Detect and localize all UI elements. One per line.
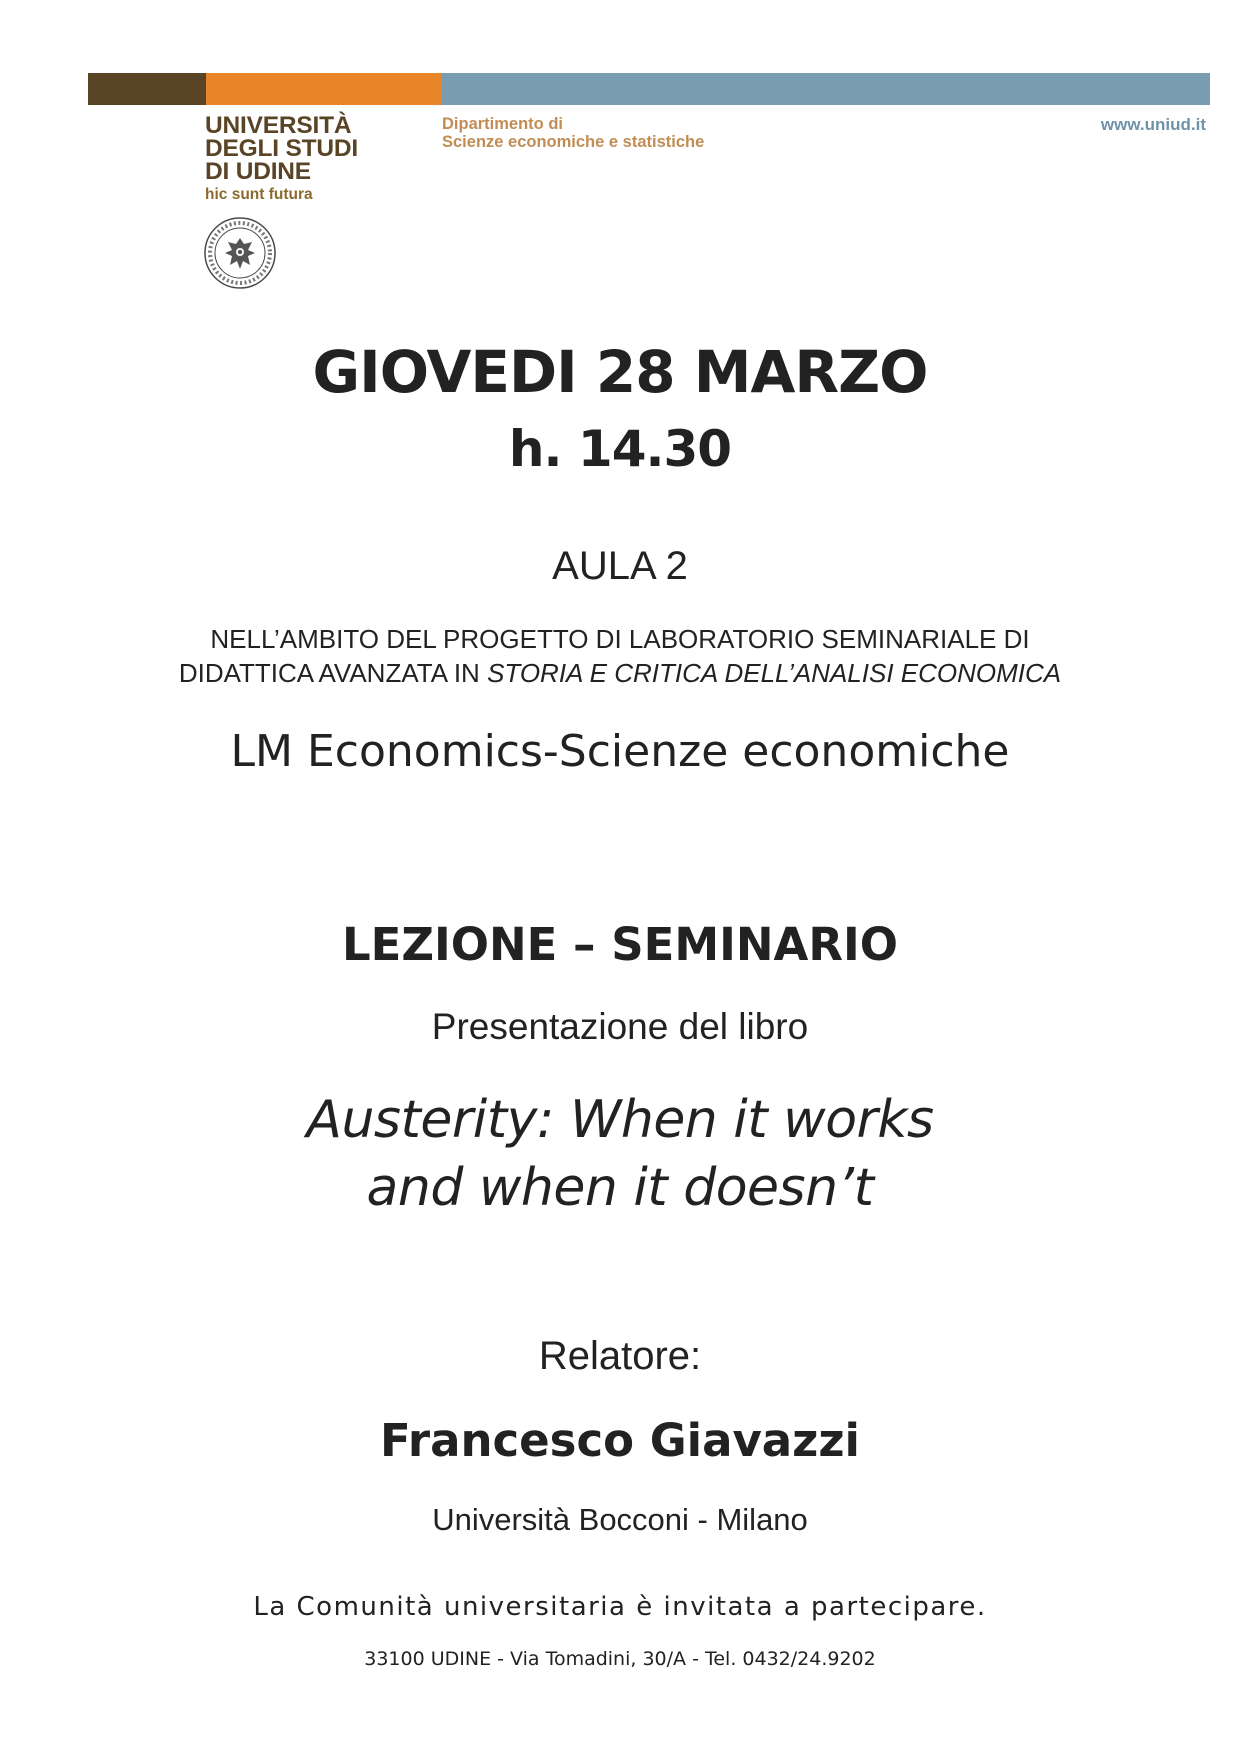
- project-description: [0, 622, 1240, 690]
- university-motto: hic sunt futura: [205, 186, 313, 203]
- speaker-affiliation: Università Bocconi - Milano: [432, 1502, 808, 1537]
- address-footer: 33100 UDINE - Via Tomadini, 30/A - Tel. 0432/24.9202: [364, 1648, 876, 1670]
- project-line-2: [0, 656, 1240, 690]
- university-name-line-1: UNIVERSITÀ: [205, 112, 352, 139]
- event-time: h. 14.30: [508, 420, 732, 478]
- book-title-line-1: Austerity: When it works: [306, 1090, 934, 1150]
- presentation-label: Presentazione del libro: [431, 1006, 809, 1047]
- event-date: GIOVEDI 28 MARZO: [312, 338, 928, 406]
- project-line-1: NELL’AMBITO DEL PROGETTO DI LABORATORIO SEMINARIALE DI: [210, 624, 1030, 654]
- university-name-line-2: DEGLI STUDI: [205, 135, 358, 162]
- book-title: [0, 1086, 1240, 1222]
- department-line-2: Scienze economiche e statistiche: [442, 133, 705, 151]
- invitation-text: La Comunità universitaria è invitata a partecipare.: [253, 1592, 987, 1622]
- university-seal-icon: [203, 216, 277, 290]
- department-name: [442, 115, 704, 151]
- color-band-orange: [206, 73, 442, 105]
- website-link[interactable]: www.uniud.it: [1100, 115, 1206, 134]
- book-title-line-2: and when it doesn’t: [366, 1158, 874, 1218]
- speaker-label: Relatore:: [538, 1334, 702, 1378]
- event-type: LEZIONE – SEMINARIO: [341, 918, 899, 971]
- color-band: [88, 73, 1210, 105]
- university-name-line-3: DI UDINE: [205, 158, 311, 185]
- course-name: LM Economics-Scienze economiche: [230, 726, 1010, 777]
- university-name: [205, 114, 358, 183]
- color-band-brown: [88, 73, 206, 105]
- project-line-2-italic: STORIA E CRITICA DELL’ANALISI ECONOMICA: [487, 658, 1062, 688]
- department-line-1: Dipartimento di: [442, 115, 564, 133]
- project-line-2-prefix: DIDATTICA AVANZATA IN: [178, 658, 488, 688]
- event-room: AULA 2: [552, 544, 688, 588]
- speaker-name: Francesco Giavazzi: [380, 1414, 860, 1467]
- color-band-blue: [442, 73, 1210, 105]
